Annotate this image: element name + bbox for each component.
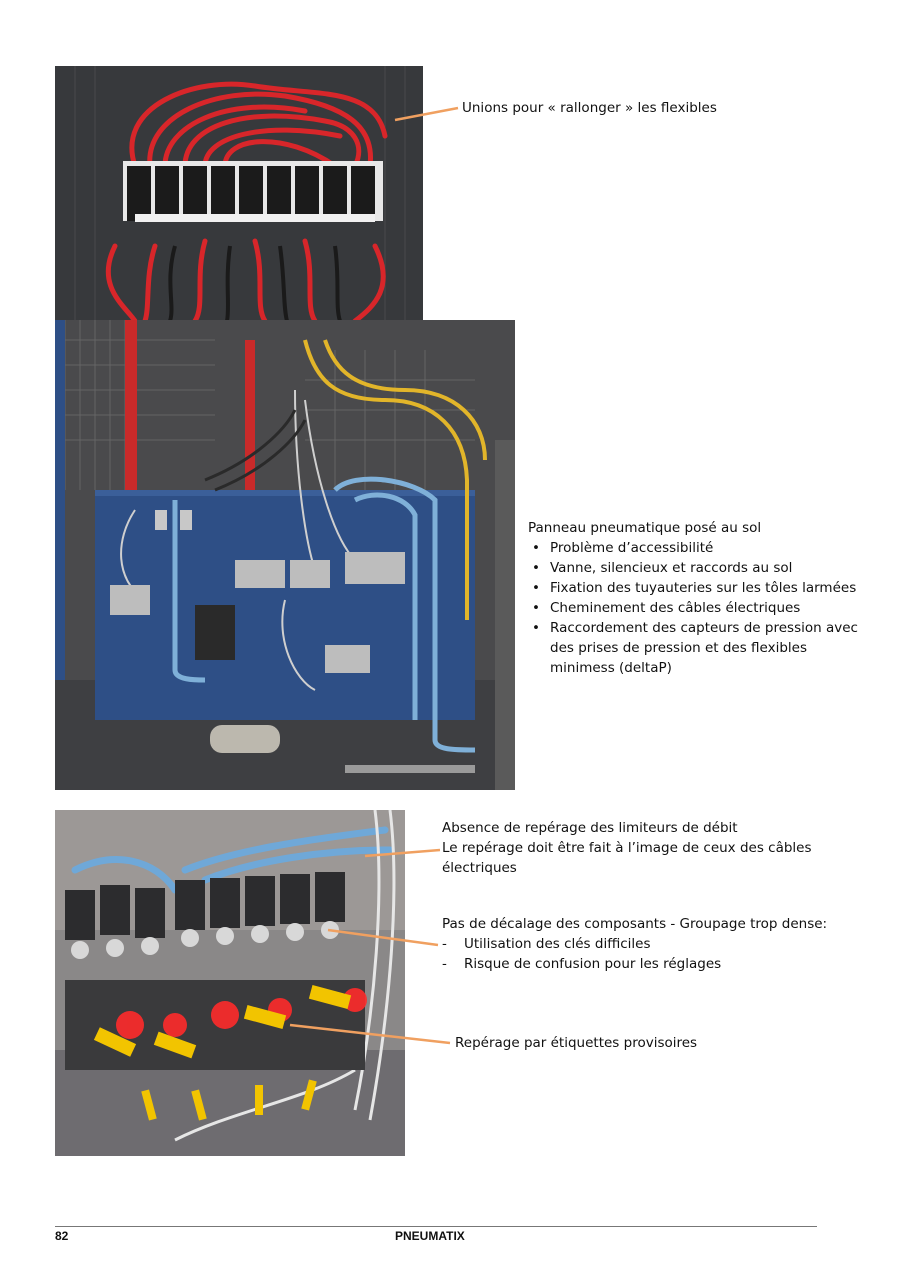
callout-marking <box>442 818 862 878</box>
callout-unions: Unions pour « rallonger » les flexibles <box>462 100 717 116</box>
callout-panel-title: Panneau pneumatique posé au sol <box>528 520 762 536</box>
list-item: • Raccordement des capteurs de pression avec des prises de pression et des flexibles minimess (deltaP) <box>528 618 858 678</box>
callout-offset <box>442 914 862 974</box>
footer-divider <box>55 1226 817 1227</box>
callout-panel-list <box>528 538 858 678</box>
list-item: - Risque de confusion pour les réglages <box>442 954 862 974</box>
callout-labels: Repérage par étiquettes provisoires <box>455 1035 698 1051</box>
photo-pneumatic-panel-floor <box>55 320 515 790</box>
photo-valve-manifold-red-tubes <box>55 66 423 321</box>
callout-panel <box>528 518 858 678</box>
list-item: • Problème d’accessibilité <box>528 538 858 558</box>
photo-dense-valve-group <box>55 810 405 1156</box>
callout-marking-line1: Absence de repérage des limiteurs de débit <box>442 820 738 836</box>
list-item: - Utilisation des clés difficiles <box>442 934 862 954</box>
page-number: 82 <box>55 1229 69 1243</box>
list-item: • Cheminement des câbles électriques <box>528 598 858 618</box>
list-item: • Fixation des tuyauteries sur les tôles larmées <box>528 578 858 598</box>
list-item: • Vanne, silencieux et raccords au sol <box>528 558 858 578</box>
callout-marking-line2: Le repérage doit être fait à l’image de ceux des câbles électriques <box>442 840 812 876</box>
footer-title: PNEUMATIX <box>395 1229 465 1243</box>
callout-offset-title: Pas de décalage des composants - Groupage trop dense: <box>442 916 828 932</box>
